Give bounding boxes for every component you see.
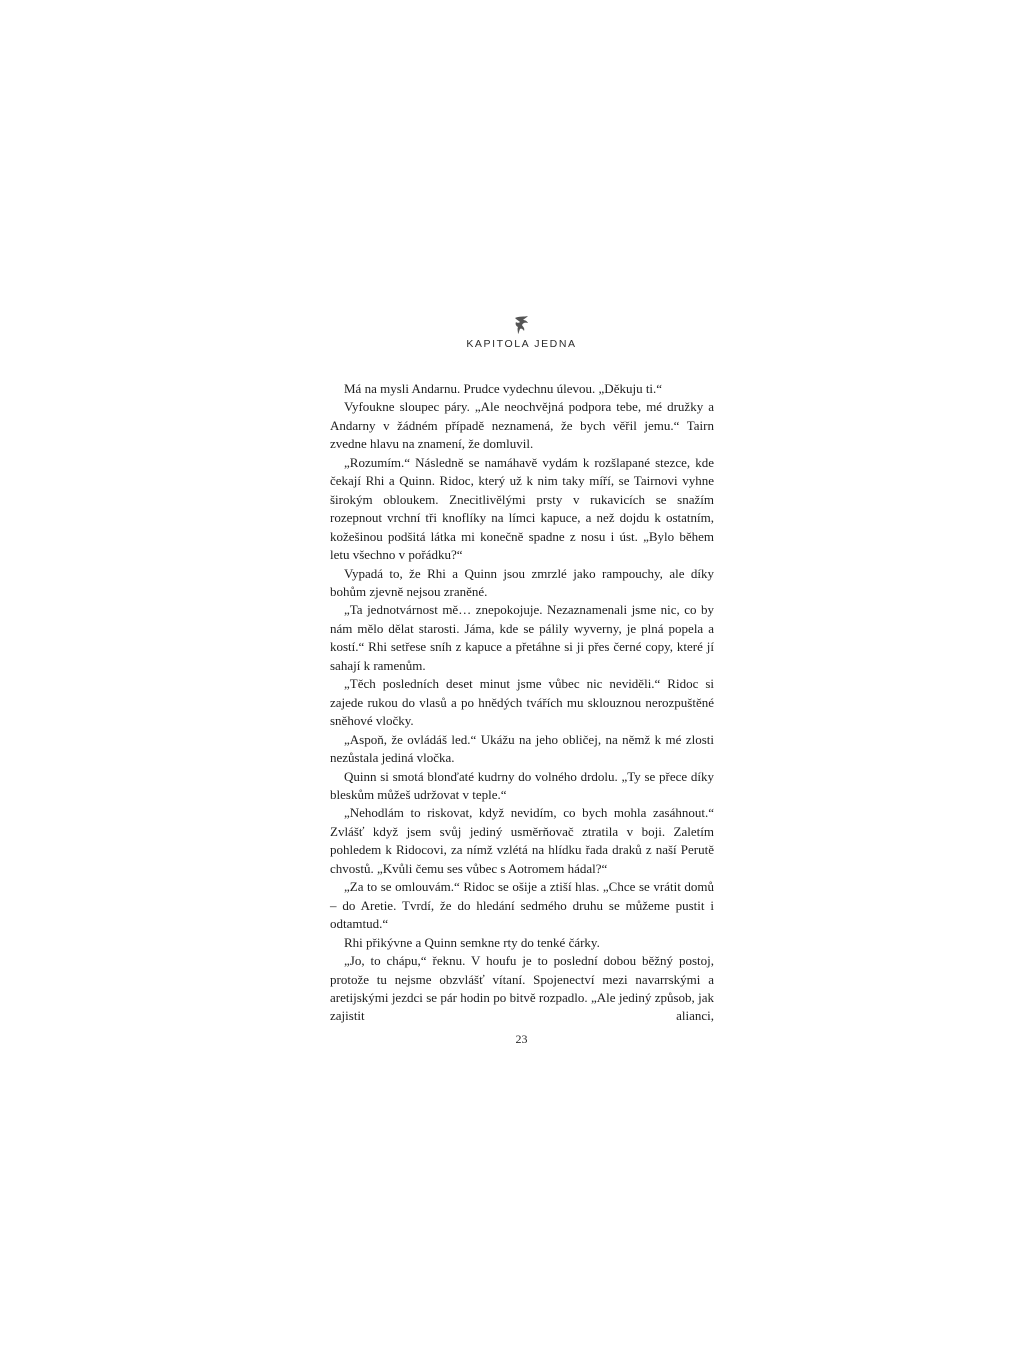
paragraph: „Jo, to chápu,“ řeknu. V houfu je to poslední dobou běžný postoj, protože tu nejsme obzvlášť vítaní. Spojenectví mezi navarrskými a aretijskými jezdci se pár hodin po bitvě rozpadlo. „Ale jediný způsob, jak zajistit alianci,	[330, 953, 714, 1024]
chapter-heading: KAPITOLA JEDNA	[466, 338, 577, 350]
paragraph: Vypadá to, že Rhi a Quinn jsou zmrzlé jako rampouchy, ale díky bohům zjevně nejsou zraněné.	[330, 565, 714, 599]
paragraph: „Nehodlám to riskovat, když nevidím, co bych mohla zasáhnout.“ Zvlášť když jsem svůj jediný usměrňovač ztratila v boji. Zaletím pohledem k Ridocovi, za nímž vzlétá na hlídku řada draků z naší Perutě chvostů. „Kvůli čemu ses vůbec s Aotromem hádal?“	[330, 805, 714, 876]
paragraph: Vyfoukne sloupec páry. „Ale neochvějná podpora tebe, mé družky a Andarny v žádném případě neznamená, že bych věřil jemu.“ Tairn zvedne hlavu na znamení, že domluvil.	[330, 399, 714, 452]
paragraph: „Ta jednotvárnost mě… znepokojuje. Nezaznamenali jsme nic, co by nám mělo dělat starosti. Jáma, kde se pálily wyverny, je plná popela a kostí.“ Rhi setřese sníh z kapuce a přetáhne si ji přes černé copy, které jí sahají k ramenům.	[330, 602, 714, 673]
paragraph: Má na mysli Andarnu. Prudce vydechnu úlevou. „Děkuju ti.“	[344, 381, 663, 396]
body-text	[330, 380, 714, 1026]
paragraph: „Rozumím.“ Následně se namáhavě vydám k rozšlapané stezce, kde čekají Rhi a Quinn. Ridoc, který už k nim taky míří, se Tairnovi vyhne širokým obloukem. Znecitlivělými prsty v rukavicích se snažím rozepnout vrchní tři knoflíky na límci kapuce, a než dojdu k ostatním, kožešinou podšitá látka mi konečně spadne z nosu i úst. „Bylo během letu všechno v pořádku?“	[330, 454, 714, 563]
paragraph: Quinn si smotá blonďaté kudrny do volného drdolu. „Ty se přece díky bleskům můžeš udržovat v teple.“	[330, 768, 714, 802]
paragraph: „Těch posledních deset minut jsme vůbec nic neviděli.“ Ridoc si zajede rukou do vlasů a po hnědých tvářích mu sklouznou nerozpuštěné sněhové vločky.	[330, 676, 714, 729]
page-number: 23	[515, 1032, 528, 1046]
paragraph: Rhi přikývne a Quinn semkne rty do tenké čárky.	[344, 934, 600, 950]
paragraph: „Aspoň, že ovládáš led.“ Ukážu na jeho obličej, na němž k mé zlosti nezůstala jediná vločka.	[330, 731, 714, 766]
paragraph: „Za to se omlouvám.“ Ridoc se ošije a ztiší hlas. „Chce se vrátit domů – do Aretie. Tvrdí, že do hledání sedmého druhu se můžeme pustit i odtamtud.“	[330, 879, 714, 932]
dragon-ornament-icon	[511, 314, 533, 336]
